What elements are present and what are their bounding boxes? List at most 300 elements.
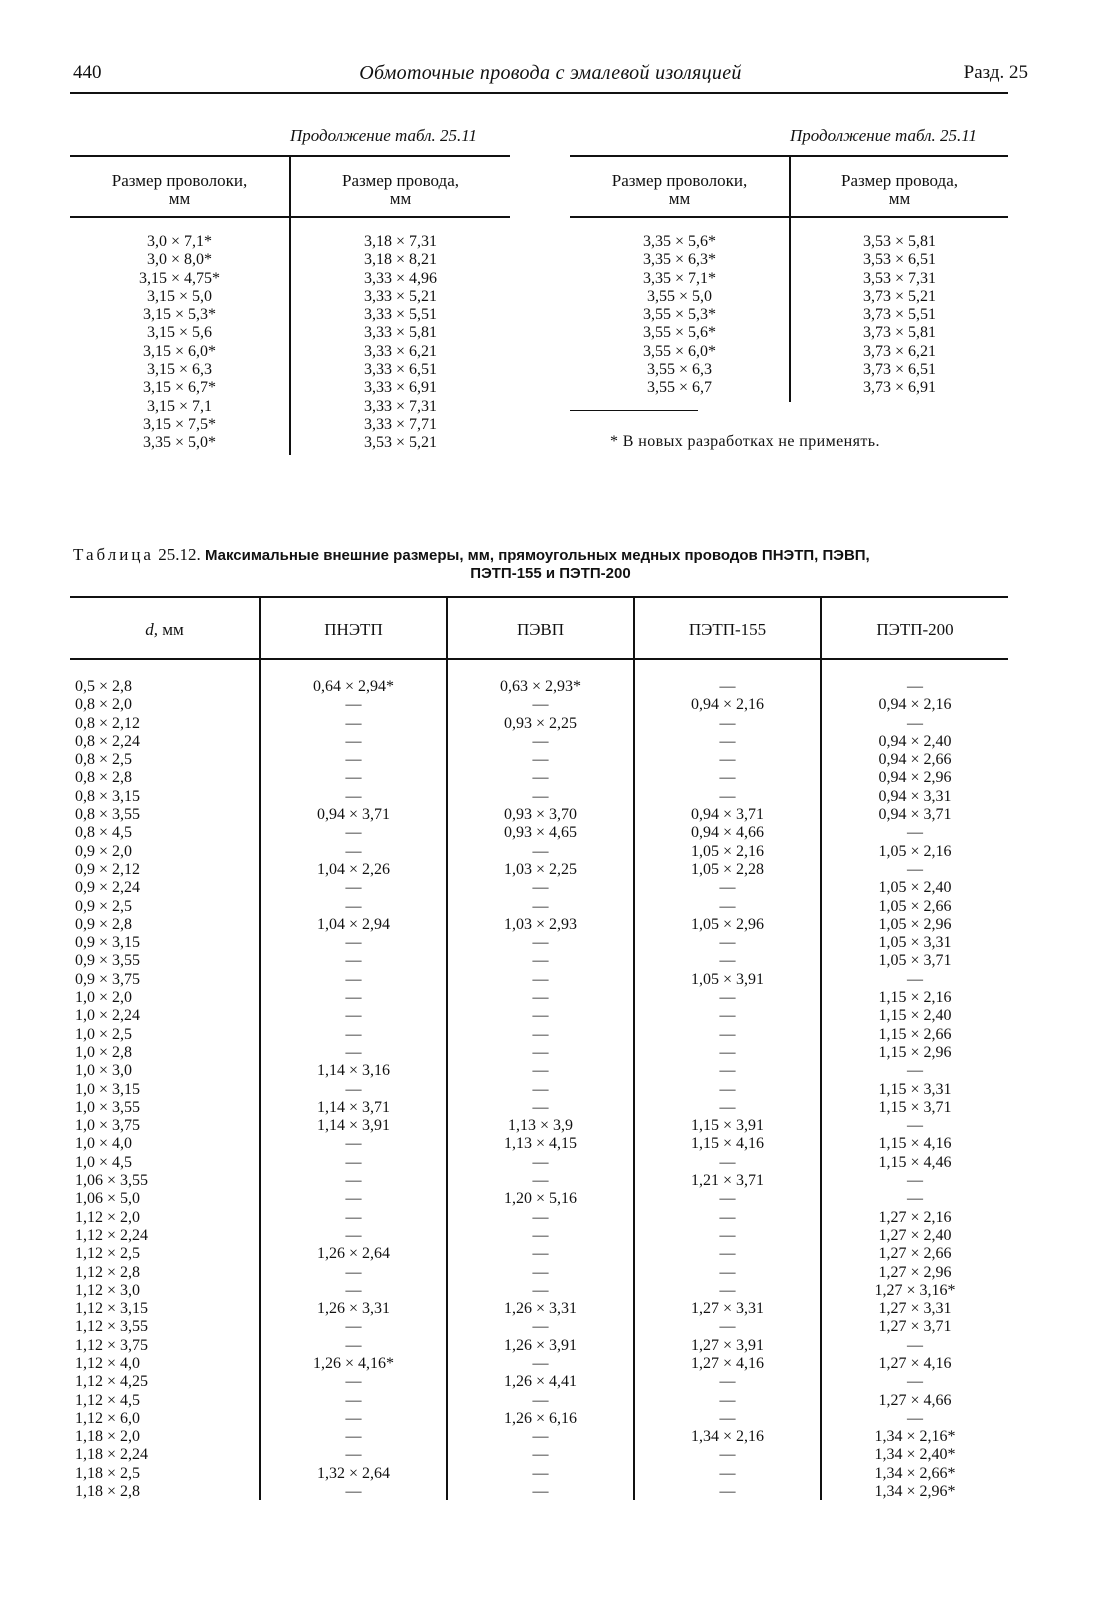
- conductor-size-cell: 3,73 × 5,51: [862, 306, 937, 324]
- pnetp-cell: —: [345, 1483, 362, 1501]
- pnetp-cell: —: [345, 989, 362, 1007]
- petp200-cell: 0,94 × 2,40: [878, 732, 952, 750]
- petp155-cell: 1,05 × 2,28: [690, 860, 765, 878]
- d-cell: 1,18 × 2,24: [75, 1446, 149, 1464]
- petp200-cell: 1,05 × 2,96: [878, 915, 952, 933]
- header-rule: [70, 92, 1008, 94]
- petp155-cell: —: [719, 1062, 736, 1080]
- petp155-cell: —: [719, 1409, 736, 1427]
- wire-size-cell: 3,0 × 7,1*: [146, 233, 213, 250]
- table-header-rule: [70, 658, 1008, 660]
- conductor-size-cell: 3,18 × 8,21: [363, 251, 438, 269]
- wire-size-cell: 3,35 × 7,1*: [642, 269, 717, 287]
- d-cell: 1,0 × 2,8: [75, 1043, 133, 1061]
- petp200-cell: —: [907, 1190, 923, 1208]
- d-cell: 0,9 × 2,5: [75, 897, 133, 915]
- pevp-cell: 0,93 × 2,25: [503, 714, 578, 732]
- petp155-cell: 1,15 × 4,16: [690, 1135, 765, 1153]
- footnote-rule: [570, 410, 698, 411]
- petp200-cell: —: [907, 1117, 923, 1135]
- pnetp-cell: —: [345, 751, 362, 769]
- left-conductor-column: [291, 233, 510, 453]
- petp155-cell: —: [719, 1043, 736, 1061]
- petp155-cell: —: [719, 879, 736, 897]
- petp155-cell: 1,05 × 2,16: [690, 842, 765, 860]
- petp200-cell: 1,15 × 2,96: [878, 1043, 952, 1061]
- petp155-cell: —: [719, 1208, 736, 1226]
- petp200-cell: 1,15 × 2,40: [878, 1007, 952, 1025]
- conductor-size-cell: 3,33 × 7,31: [363, 397, 438, 415]
- d-cell: 0,8 × 2,0: [75, 696, 133, 714]
- pnetp-cell: —: [345, 1281, 362, 1299]
- petp200-cell: —: [907, 1336, 923, 1354]
- wire-size-cell: 3,15 × 4,75*: [138, 269, 221, 287]
- d-cell: 1,12 × 2,8: [75, 1263, 141, 1281]
- pnetp-cell: —: [345, 934, 362, 952]
- conductor-size-cell: 3,33 × 6,21: [363, 342, 438, 360]
- pevp-cell: —: [532, 1062, 549, 1080]
- petp200-cell: 1,27 × 2,66: [878, 1245, 952, 1263]
- petp155-cell: —: [719, 1281, 736, 1299]
- pevp-cell: —: [532, 696, 549, 714]
- left-table-continuation: Продолжение табл. 25.11: [290, 126, 478, 145]
- pevp-cell: —: [532, 1281, 549, 1299]
- petp155-cell: —: [719, 934, 736, 952]
- petp155-cell: —: [719, 1025, 736, 1043]
- d-cell: 1,0 × 4,0: [75, 1135, 133, 1153]
- pevp-cell: —: [532, 1025, 549, 1043]
- petp200-cell: 1,15 × 2,16: [878, 989, 952, 1007]
- petp200-cell: 1,27 × 4,66: [878, 1391, 952, 1409]
- pevp-cell: 1,26 × 3,31: [503, 1300, 578, 1318]
- petp155-cell: 1,27 × 4,16: [690, 1354, 765, 1372]
- petp200-cell: —: [907, 1172, 923, 1190]
- pnetp-cell: 1,04 × 2,26: [316, 860, 391, 878]
- pnetp-cell: —: [345, 970, 362, 988]
- pevp-cell: —: [532, 1007, 549, 1025]
- d-cell: 0,8 × 2,24: [75, 732, 141, 750]
- pnetp-cell: 0,94 × 3,71: [316, 806, 391, 824]
- right-header-conductor: Размер провода, мм: [841, 171, 958, 208]
- petp155-cell: —: [719, 1483, 736, 1501]
- footnote: * В новых разработках не применять.: [610, 433, 880, 450]
- petp200-cell: 1,15 × 2,66: [878, 1025, 952, 1043]
- petp155-cell: —: [719, 1318, 736, 1336]
- pevp-cell: —: [532, 1428, 549, 1446]
- petp200-cell: —: [907, 824, 923, 842]
- pevp-cell: —: [532, 1098, 549, 1116]
- pnetp-cell: 0,64 × 2,94*: [312, 678, 395, 695]
- petp155-cell: —: [719, 787, 736, 805]
- pnetp-cell: —: [345, 1007, 362, 1025]
- pevp-cell: —: [532, 1391, 549, 1409]
- wire-size-cell: 3,55 × 6,3: [646, 361, 713, 379]
- petp200-cell: 0,94 × 3,71: [878, 806, 952, 824]
- pevp-cell: 1,13 × 3,9: [507, 1117, 574, 1135]
- right-wire-column: [570, 233, 789, 398]
- header-petp155: ПЭТП-155: [688, 620, 767, 639]
- d-cell: 0,8 × 2,8: [75, 769, 133, 787]
- pnetp-cell: —: [345, 1208, 362, 1226]
- d-cell: 0,9 × 2,24: [75, 879, 141, 897]
- wire-size-cell: 3,15 × 6,0*: [142, 342, 217, 360]
- petp200-cell: 1,05 × 3,31: [878, 934, 952, 952]
- conductor-size-cell: 3,73 × 6,21: [862, 342, 937, 360]
- pevp-cell: —: [532, 1080, 549, 1098]
- conductor-size-cell: 3,33 × 6,51: [363, 361, 438, 379]
- pnetp-cell: —: [345, 1172, 362, 1190]
- pnetp-cell: —: [345, 1226, 362, 1244]
- wire-size-cell: 3,55 × 6,7: [646, 379, 713, 397]
- petp200-cell: 1,27 × 2,40: [878, 1226, 952, 1244]
- pevp-cell: —: [532, 1483, 549, 1501]
- table-title: Максимальные внешние размеры, мм, прямоугольных медных проводов ПНЭТП, ПЭВП,: [204, 547, 870, 564]
- pnetp-cell: 1,26 × 3,31: [316, 1300, 391, 1318]
- conductor-size-cell: 3,53 × 6,51: [862, 251, 937, 269]
- right-conductor-column: [791, 233, 1008, 398]
- petp155-cell: 1,15 × 3,91: [690, 1117, 765, 1135]
- conductor-size-cell: 3,73 × 6,91: [862, 379, 937, 397]
- pevp-cell: 1,03 × 2,93: [503, 915, 578, 933]
- d-cell: 0,8 × 2,5: [75, 751, 133, 769]
- pevp-cell: —: [532, 1354, 549, 1372]
- d-cell: 1,12 × 2,0: [75, 1208, 141, 1226]
- wire-size-cell: 3,15 × 6,3: [146, 361, 213, 379]
- table-number: 25.12.: [158, 545, 201, 564]
- petp200-cell: 1,15 × 3,31: [878, 1080, 952, 1098]
- conductor-size-cell: 3,53 × 5,21: [363, 434, 438, 452]
- pnetp-cell: —: [345, 1025, 362, 1043]
- wire-size-cell: 3,35 × 5,6*: [642, 233, 717, 250]
- petp155-cell: —: [719, 1190, 736, 1208]
- petp155-cell: —: [719, 989, 736, 1007]
- petp200-cell: —: [907, 1062, 923, 1080]
- petp155-cell: —: [719, 1245, 736, 1263]
- pevp-cell: 1,26 × 6,16: [503, 1409, 578, 1427]
- d-cell: 1,12 × 4,0: [75, 1354, 141, 1372]
- petp200-cell: —: [907, 860, 923, 878]
- pnetp-cell: —: [345, 1373, 362, 1391]
- pnetp-cell: —: [345, 732, 362, 750]
- wire-size-cell: 3,35 × 5,0*: [142, 434, 217, 452]
- pnetp-cell: —: [345, 1043, 362, 1061]
- petp155-cell: —: [719, 1098, 736, 1116]
- pevp-cell: —: [532, 769, 549, 787]
- pevp-cell: 1,13 × 4,15: [503, 1135, 578, 1153]
- pnetp-cell: 1,32 × 2,64: [316, 1464, 391, 1482]
- d-cell: 1,12 × 3,75: [75, 1336, 149, 1354]
- pevp-cell: —: [532, 897, 549, 915]
- petp200-cell: 1,27 × 2,16: [878, 1208, 952, 1226]
- left-header-conductor: Размер провода, мм: [342, 171, 459, 208]
- d-cell: 1,0 × 2,5: [75, 1025, 133, 1043]
- d-cell: 1,18 × 2,5: [75, 1464, 141, 1482]
- conductor-size-cell: 3,53 × 5,81: [862, 233, 937, 250]
- petp200-cell: 1,05 × 2,66: [878, 897, 952, 915]
- conductor-size-cell: 3,33 × 5,21: [363, 287, 438, 305]
- petp200-cell: 1,34 × 2,66*: [874, 1464, 956, 1482]
- conductor-size-cell: 3,73 × 6,51: [862, 361, 937, 379]
- petp155-cell: —: [719, 1263, 736, 1281]
- pevp-cell: 1,03 × 2,25: [503, 860, 578, 878]
- d-cell: 0,8 × 4,5: [75, 824, 133, 842]
- d-cell: 1,12 × 6,0: [75, 1409, 141, 1427]
- pevp-cell: —: [532, 1446, 549, 1464]
- wire-size-cell: 3,15 × 5,3*: [142, 306, 217, 324]
- d-cell: 1,18 × 2,0: [75, 1428, 141, 1446]
- pnetp-cell: —: [345, 696, 362, 714]
- wire-size-cell: 3,15 × 6,7*: [142, 379, 217, 397]
- pevp-cell: —: [532, 970, 549, 988]
- pnetp-cell: —: [345, 842, 362, 860]
- pevp-cell: —: [532, 1464, 549, 1482]
- conductor-size-cell: 3,33 × 4,96: [363, 269, 438, 287]
- pevp-cell: —: [532, 1153, 549, 1171]
- pevp-cell: —: [532, 751, 549, 769]
- pnetp-cell: 1,14 × 3,91: [316, 1117, 391, 1135]
- pevp-cell: —: [532, 1245, 549, 1263]
- petp155-cell: —: [719, 1464, 736, 1482]
- petp200-cell: 1,27 × 4,16: [878, 1354, 952, 1372]
- petp200-cell: 1,27 × 3,31: [878, 1300, 952, 1318]
- petp200-cell: 0,94 × 2,16: [878, 696, 952, 714]
- pevp-cell: —: [532, 952, 549, 970]
- pnetp-cell: —: [345, 1428, 362, 1446]
- petp200-cell: 1,05 × 2,40: [878, 879, 952, 897]
- header-petp200: ПЭТП-200: [876, 620, 954, 639]
- table-top-rule: [70, 596, 1008, 598]
- conductor-size-cell: 3,73 × 5,81: [862, 324, 937, 342]
- pevp-cell: 1,26 × 4,41: [503, 1373, 578, 1391]
- petp200-cell: —: [907, 1373, 923, 1391]
- wire-size-cell: 3,15 × 7,5*: [142, 415, 217, 433]
- pnetp-cell: —: [345, 897, 362, 915]
- petp200-cell: —: [907, 970, 923, 988]
- pevp-cell: —: [532, 1226, 549, 1244]
- petp200-cell: 0,94 × 2,66: [878, 751, 952, 769]
- petp155-cell: 1,05 × 3,91: [690, 970, 765, 988]
- pnetp-cell: —: [345, 1336, 362, 1354]
- d-cell: 1,12 × 3,15: [75, 1300, 149, 1318]
- pnetp-cell: —: [345, 879, 362, 897]
- d-cell: 1,0 × 4,5: [75, 1153, 133, 1171]
- petp155-cell: —: [719, 1226, 736, 1244]
- header-pnetp: ПНЭТП: [324, 620, 383, 639]
- petp200-cell: —: [907, 678, 923, 695]
- petp200-cell: 1,05 × 2,16: [878, 842, 952, 860]
- d-cell: 1,0 × 3,75: [75, 1117, 141, 1135]
- petp155-cell: 1,27 × 3,91: [690, 1336, 765, 1354]
- pevp-cell: 0,93 × 3,70: [503, 806, 578, 824]
- petp155-cell: —: [719, 732, 736, 750]
- petp155-cell: —: [719, 1373, 736, 1391]
- d-cell: 1,0 × 3,0: [75, 1062, 133, 1080]
- table-label: Таблица: [73, 545, 154, 564]
- column-d: [75, 678, 255, 1501]
- petp155-cell: —: [719, 952, 736, 970]
- petp200-cell: 1,27 × 3,71: [878, 1318, 952, 1336]
- pnetp-cell: —: [345, 1190, 362, 1208]
- table-caption: [73, 546, 1008, 565]
- d-cell: 1,12 × 2,24: [75, 1226, 149, 1244]
- petp155-cell: —: [719, 1391, 736, 1409]
- column-petp200: [822, 678, 1008, 1501]
- conductor-size-cell: 3,73 × 5,21: [862, 287, 937, 305]
- d-cell: 0,9 × 2,8: [75, 915, 133, 933]
- d-cell: 0,9 × 2,0: [75, 842, 133, 860]
- left-table-header-rule: [70, 216, 510, 218]
- d-cell: 0,9 × 2,12: [75, 860, 141, 878]
- pnetp-cell: —: [345, 1318, 362, 1336]
- petp200-cell: 1,05 × 3,71: [878, 952, 952, 970]
- petp155-cell: —: [719, 1007, 736, 1025]
- d-cell: 0,9 × 3,75: [75, 970, 141, 988]
- section-label: Разд. 25: [963, 62, 1028, 83]
- d-cell: 1,0 × 2,0: [75, 989, 133, 1007]
- d-cell: 1,0 × 3,15: [75, 1080, 141, 1098]
- d-cell: 0,9 × 3,15: [75, 934, 141, 952]
- pevp-cell: —: [532, 989, 549, 1007]
- petp155-cell: —: [719, 769, 736, 787]
- petp155-cell: —: [719, 1153, 736, 1171]
- petp200-cell: 1,27 × 3,16*: [874, 1281, 956, 1299]
- right-table-header-rule: [570, 216, 1008, 218]
- petp155-cell: —: [719, 1446, 736, 1464]
- pnetp-cell: —: [345, 952, 362, 970]
- petp155-cell: 1,05 × 2,96: [690, 915, 765, 933]
- pnetp-cell: —: [345, 1446, 362, 1464]
- petp155-cell: —: [719, 751, 736, 769]
- d-cell: 1,0 × 2,24: [75, 1007, 141, 1025]
- pevp-cell: 0,93 × 4,65: [503, 824, 578, 842]
- pnetp-cell: —: [345, 1153, 362, 1171]
- column-petp155: [635, 678, 820, 1501]
- wire-size-cell: 3,35 × 6,3*: [642, 251, 717, 269]
- left-wire-column: [70, 233, 289, 453]
- pnetp-cell: —: [345, 1391, 362, 1409]
- pnetp-cell: —: [345, 1135, 362, 1153]
- petp155-cell: 1,34 × 2,16: [690, 1428, 765, 1446]
- wire-size-cell: 3,15 × 5,6: [146, 324, 213, 342]
- wire-size-cell: 3,55 × 5,3*: [642, 306, 717, 324]
- wire-size-cell: 3,15 × 7,1: [146, 397, 213, 415]
- table-caption-line2: ПЭТП-155 и ПЭТП-200: [470, 565, 631, 582]
- d-cell: 0,8 × 3,15: [75, 787, 141, 805]
- petp200-cell: 1,15 × 4,46: [878, 1153, 952, 1171]
- petp200-cell: 1,34 × 2,16*: [874, 1428, 956, 1446]
- conductor-size-cell: 3,18 × 7,31: [363, 233, 438, 250]
- pevp-cell: —: [532, 879, 549, 897]
- conductor-size-cell: 3,33 × 7,71: [363, 415, 438, 433]
- petp200-cell: 1,27 × 2,96: [878, 1263, 952, 1281]
- wire-size-cell: 3,15 × 5,0: [146, 287, 213, 305]
- pevp-cell: —: [532, 842, 549, 860]
- pnetp-cell: —: [345, 1409, 362, 1427]
- d-cell: 1,12 × 3,0: [75, 1281, 141, 1299]
- wire-size-cell: 3,55 × 5,0: [646, 287, 713, 305]
- petp155-cell: —: [719, 1080, 736, 1098]
- petp200-cell: 1,34 × 2,96*: [874, 1483, 956, 1501]
- pevp-cell: —: [532, 1172, 549, 1190]
- pnetp-cell: 1,26 × 4,16*: [312, 1354, 395, 1372]
- pevp-cell: 1,26 × 3,91: [503, 1336, 578, 1354]
- d-cell: 0,8 × 3,55: [75, 806, 141, 824]
- petp155-cell: 1,27 × 3,31: [690, 1300, 765, 1318]
- d-cell: 1,0 × 3,55: [75, 1098, 141, 1116]
- running-title: Обмоточные провода с эмалевой изоляцией: [359, 62, 742, 84]
- right-table-continuation: Продолжение табл. 25.11: [790, 126, 978, 145]
- pnetp-cell: 1,04 × 2,94: [316, 915, 391, 933]
- petp200-cell: 1,15 × 3,71: [878, 1098, 952, 1116]
- pevp-cell: —: [532, 1263, 549, 1281]
- conductor-size-cell: 3,33 × 5,51: [363, 306, 438, 324]
- petp155-cell: —: [719, 714, 736, 732]
- pnetp-cell: —: [345, 1080, 362, 1098]
- conductor-size-cell: 3,33 × 5,81: [363, 324, 438, 342]
- petp200-cell: 1,34 × 2,40*: [874, 1446, 956, 1464]
- petp155-cell: 0,94 × 3,71: [690, 806, 765, 824]
- conductor-size-cell: 3,53 × 7,31: [862, 269, 937, 287]
- d-cell: 1,12 × 3,55: [75, 1318, 149, 1336]
- header-pevp: ПЭВП: [516, 620, 565, 639]
- d-cell: 1,12 × 2,5: [75, 1245, 141, 1263]
- d-cell: 1,06 × 5,0: [75, 1190, 141, 1208]
- conductor-size-cell: 3,33 × 6,91: [363, 379, 438, 397]
- pnetp-cell: —: [345, 714, 362, 732]
- petp200-cell: —: [907, 1409, 923, 1427]
- petp155-cell: 1,21 × 3,71: [690, 1172, 765, 1190]
- petp155-cell: 0,94 × 2,16: [690, 696, 765, 714]
- column-pnetp: [261, 678, 446, 1501]
- petp200-cell: —: [907, 714, 923, 732]
- d-cell: 0,9 × 3,55: [75, 952, 141, 970]
- pevp-cell: 1,20 × 5,16: [503, 1190, 578, 1208]
- pevp-cell: —: [532, 1208, 549, 1226]
- d-cell: 1,12 × 4,5: [75, 1391, 141, 1409]
- pnetp-cell: 1,14 × 3,16: [316, 1062, 391, 1080]
- petp200-cell: 0,94 × 3,31: [878, 787, 952, 805]
- d-cell: 1,06 × 3,55: [75, 1172, 149, 1190]
- header-d: d, мм: [145, 620, 184, 639]
- pevp-cell: —: [532, 732, 549, 750]
- pevp-cell: —: [532, 934, 549, 952]
- wire-size-cell: 3,55 × 6,0*: [642, 342, 717, 360]
- wire-size-cell: 3,55 × 5,6*: [642, 324, 717, 342]
- wire-size-cell: 3,0 × 8,0*: [146, 251, 213, 269]
- petp155-cell: —: [719, 897, 736, 915]
- pevp-cell: —: [532, 1043, 549, 1061]
- pnetp-cell: —: [345, 769, 362, 787]
- pevp-cell: —: [532, 1318, 549, 1336]
- d-cell: 1,12 × 4,25: [75, 1373, 149, 1391]
- petp155-cell: 0,94 × 4,66: [690, 824, 765, 842]
- pnetp-cell: —: [345, 824, 362, 842]
- pnetp-cell: —: [345, 787, 362, 805]
- pevp-cell: 0,63 × 2,93*: [499, 678, 582, 695]
- right-header-wire: Размер проволоки, мм: [611, 171, 748, 208]
- d-cell: 0,8 × 2,12: [75, 714, 141, 732]
- petp200-cell: 1,15 × 4,16: [878, 1135, 952, 1153]
- d-cell: 0,5 × 2,8: [75, 678, 133, 695]
- pnetp-cell: 1,26 × 2,64: [316, 1245, 391, 1263]
- d-cell: 1,18 × 2,8: [75, 1483, 141, 1501]
- pevp-cell: —: [532, 787, 549, 805]
- petp200-cell: 0,94 × 2,96: [878, 769, 952, 787]
- column-pevp: [448, 678, 633, 1501]
- page-number: 440: [73, 62, 102, 83]
- pnetp-cell: 1,14 × 3,71: [316, 1098, 391, 1116]
- left-header-wire: Размер проволоки, мм: [111, 171, 248, 208]
